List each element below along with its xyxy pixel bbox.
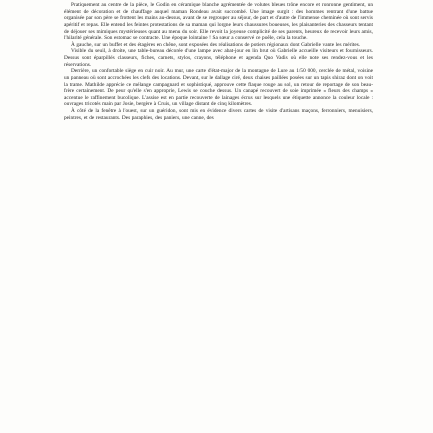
paragraph-3: Visible du seuil, à droite, une table-bureau décorée d'une lampe avec abat-jour en lin brut où Gabrielle accueille visiteurs et fournisseurs. Dessus sont éparpillés classeurs, fiches, carnets, stylos, crayons, téléphone et agenda Quo Vadis où elle note ses rendez-vous et les réservations. — [64, 48, 373, 68]
paragraph-4: Derrière, un confortable siège en cuir noir. Au mur, une carte d'état-major de la montagne de Lure au 1/50 000, cerclée de métal, voisine un panneau où sont accrochées les clefs des locations. Devant, sur le dallage ciré, deux chaises paillées posées sur un tapis shiraz dont on voit la trame. Mathilde apprécie ce mélange campagnard et sophistiqué, approuve cette flaque rouge au sol, un retour de reportage de son beau-frère certainement. De peur qu'elle s'en approprie, Lewis se couche dessus. Un canapé recouvert de soie imprimée « fleurs des champs » accentue le raffinement bucolique. L'assise est en partie recouverte de lainages écrus sur lesquels une étiquette annonce la couleur locale : ouvrages tricotés main par Josie, bergère à Cruis, un village distant de cinq kilomètres. — [64, 68, 373, 108]
paragraph-2: À gauche, sur un buffet et des étagères en chêne, sont exposées des réalisations de potiers régionaux dont Gabrielle vante les mérites. — [71, 41, 361, 48]
paragraph-5: À côté de la fenêtre à l'ouest, sur un guéridon, sont mis en évidence divers cartes de visite d'artisans maçons, ferronniers, menuisiers, peintres, et de restaurants. Des paraphies, des paniers, une canne, des — [64, 108, 373, 121]
paragraph-1: Pratiquement au centre de la pièce, le Godin en céramique blanche agrémentée de volutes bleues trône encore et ronronne gentiment, un élément de décoration et de chauffage auquel maman Rondeau avait succombé. Une image surgit : des hommes rentrant d'une battue organisée par son père se frottent les mains au-dessus, avant de se regrouper au séjour, de part et d'autre de l'immense cheminée où sont servis apéritif et repas. Elle entend les feintes protestations de sa maman qui lorgne leurs chaussures boueuses, les plaisanteries des chasseurs tentant de déjouer ses mimiques mystérieuses quant au menu du soir. Elle revoit la joyeuse complicité de ses parents, heureux de recevoir leurs amis, l'hilarité générale. Son estomac se contracte. Une époque lointaine ! Sa sœur a conservé ce poêle, cela la touche. — [64, 2, 373, 42]
